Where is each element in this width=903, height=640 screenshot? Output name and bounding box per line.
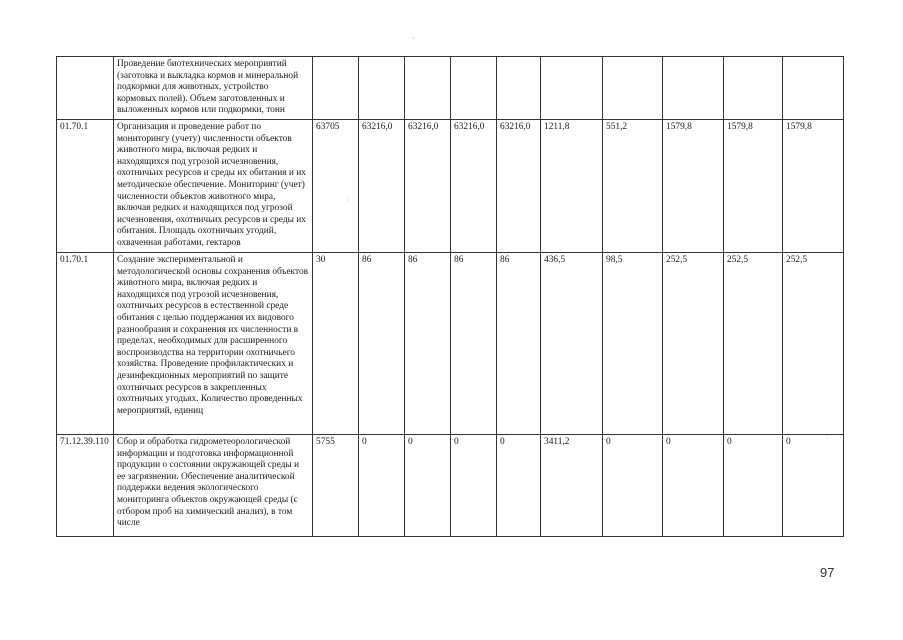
- page-number: 97: [820, 565, 835, 580]
- value-cell: 0: [663, 435, 724, 537]
- value-cell: 63705: [313, 120, 359, 253]
- value-cell: [783, 57, 844, 120]
- value-cell: 0: [497, 435, 541, 537]
- value-cell: [497, 57, 541, 120]
- value-cell: 63216,0: [405, 120, 451, 253]
- value-cell: 3411,2: [541, 435, 603, 537]
- value-cell: 1579,8: [724, 120, 783, 253]
- value-cell: [451, 57, 497, 120]
- description-cell: Организация и проведение работ по мониторингу (учету) численности объектов животного мира, включая редких и находящихся под угрозой исчезновения, охотничьих ресурсов и среды их обитания и их методическое обеспечение. Мониторинг (учет) численности объектов животного мира, включая редких и находящихся под угрозой исчезновения, охотничьих ресурсов и среды их обитания. Площадь охотничьих угодий, охваченная работами, гектаров: [114, 120, 313, 253]
- value-cell: 252,5: [724, 253, 783, 435]
- value-cell: 5755: [313, 435, 359, 537]
- table-row: [57, 57, 844, 120]
- value-cell: 86: [451, 253, 497, 435]
- value-cell: [663, 57, 724, 120]
- value-cell: 252,5: [783, 253, 844, 435]
- value-cell: 0: [359, 435, 405, 537]
- value-cell: [313, 57, 359, 120]
- value-cell: 63216,0: [451, 120, 497, 253]
- value-cell: 1579,8: [663, 120, 724, 253]
- value-cell: 436,5: [541, 253, 603, 435]
- data-table: [56, 56, 844, 537]
- value-cell: 0: [724, 435, 783, 537]
- table-row: [57, 120, 844, 253]
- value-cell: 0: [405, 435, 451, 537]
- value-cell: 1211,8: [541, 120, 603, 253]
- value-cell: [541, 57, 603, 120]
- value-cell: [724, 57, 783, 120]
- value-cell: 0: [603, 435, 663, 537]
- value-cell: 1579,8: [783, 120, 844, 253]
- code-cell: 01.70.1: [57, 120, 114, 253]
- scan-speck: ·: [346, 196, 349, 205]
- value-cell: 86: [405, 253, 451, 435]
- table-row: [57, 435, 844, 537]
- value-cell: [359, 57, 405, 120]
- table-body: [57, 57, 844, 537]
- value-cell: 0: [451, 435, 497, 537]
- value-cell: 98,5: [603, 253, 663, 435]
- table-row: [57, 253, 844, 435]
- value-cell: [405, 57, 451, 120]
- description-cell: Проведение биотехнических мероприятий (заготовка и выкладка кормов и минеральной подкормки для животных, устройство кормовых полей). Объем заготовленных и выложенных кормов или подкормки, тонн: [114, 57, 313, 120]
- code-cell: [57, 57, 114, 120]
- description-cell: Создание экспериментальной и методологической основы сохранения объектов животного мира, включая редких и находящихся под угрозой исчезновения, охотничьих ресурсов в естественной среде обитания с целью поддержания их видового разнообразия и сохранения их численности в пределах, необходимых для расширенного воспроизводства на территории охотничьего хозяйства. Проведение профилактических и дезинфекционных мероприятий по защите охотничьих ресурсов в закрепленных охотничьих угодьях. Количество проведенных мероприятий, единиц: [114, 253, 313, 435]
- code-cell: 71.12.39.110: [57, 435, 114, 537]
- value-cell: 63216,0: [359, 120, 405, 253]
- value-cell: 30: [313, 253, 359, 435]
- value-cell: [603, 57, 663, 120]
- scan-speck: ·: [826, 434, 829, 443]
- description-cell: Сбор и обработка гидрометеорологической информации и подготовка информационной продукции о состоянии окружающей среды и ее загрязнении. Обеспечение аналитической поддержки ведения экологического мониторинга объектов окружающей среды (с отбором проб на химический анализ), в том числе: [114, 435, 313, 537]
- scan-speck: ·: [412, 34, 415, 43]
- code-cell: 01.70.1: [57, 253, 114, 435]
- value-cell: 86: [359, 253, 405, 435]
- value-cell: 252,5: [663, 253, 724, 435]
- value-cell: 63216,0: [497, 120, 541, 253]
- value-cell: 0: [783, 435, 844, 537]
- value-cell: 86: [497, 253, 541, 435]
- value-cell: 551,2: [603, 120, 663, 253]
